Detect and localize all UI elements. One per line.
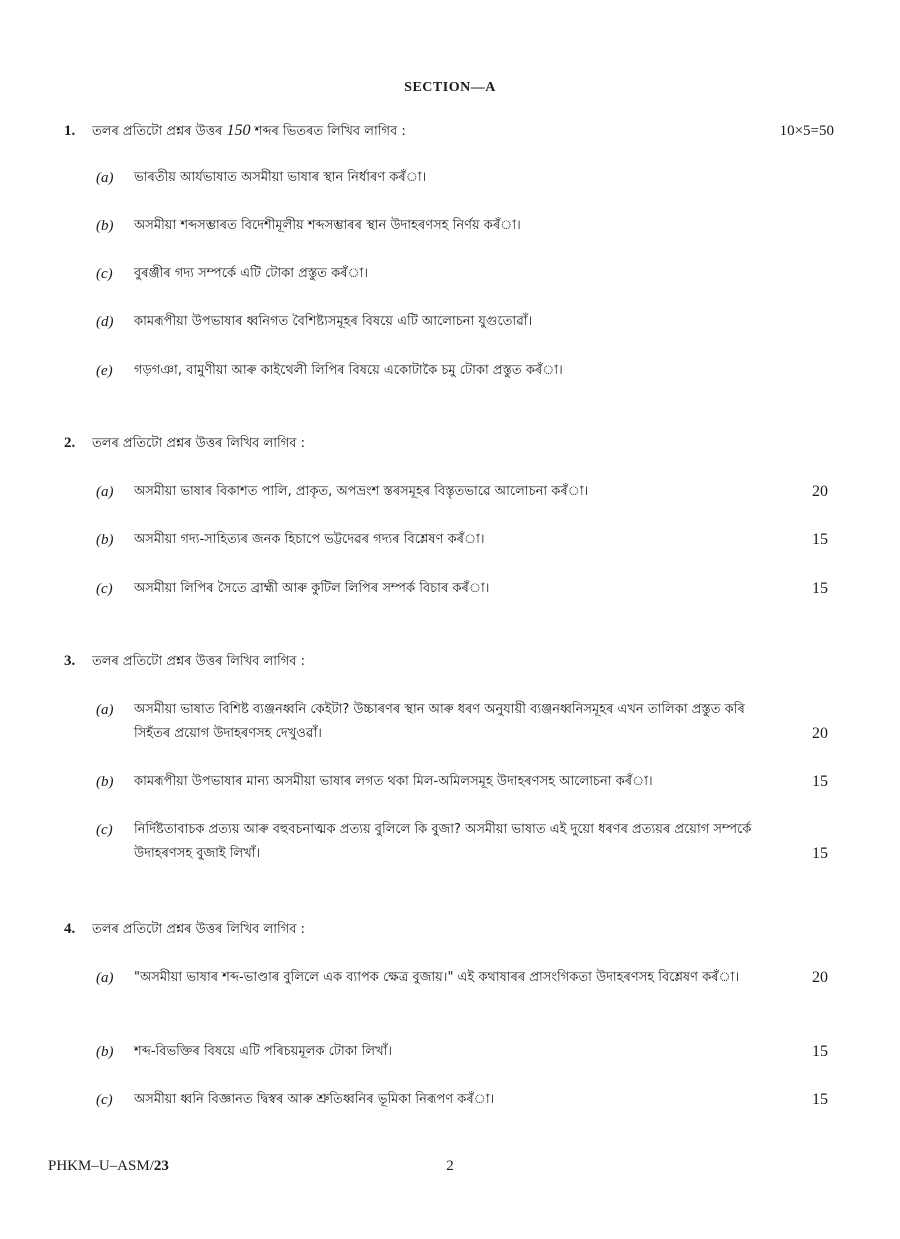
sub-label: (b) [96, 218, 114, 234]
sub-marks: 15 [812, 845, 828, 862]
sub-label: (b) [96, 532, 114, 548]
question-instruction [92, 122, 754, 143]
sub-question [96, 698, 828, 746]
sub-question [96, 818, 828, 866]
section-rest: ECTION [412, 80, 471, 95]
question-number: 3. [64, 653, 76, 669]
sub-label: (a) [96, 702, 114, 718]
question-1-heading [64, 122, 834, 143]
sub-text: অসমীয়া শব্দসম্ভাৰত বিদেশীমূলীয় শব্দসম্ভাৰৰ স্থান উদাহৰণসহ নিৰ্ণয় কৰঁা। [134, 218, 521, 233]
sub-marks: 15 [812, 580, 828, 597]
sub-marks: 15 [812, 531, 828, 548]
sub-question [96, 359, 828, 383]
question-marks: 10×5=50 [779, 123, 834, 139]
question-instruction: তলৰ প্ৰতিটো প্ৰশ্নৰ উত্তৰ লিখিব লাগিব : [92, 654, 305, 669]
sub-label: (c) [96, 581, 113, 597]
sub-marks: 20 [812, 725, 828, 742]
sub-question [96, 166, 828, 190]
sub-text: বুৰঞ্জীৰ গদ্য সম্পৰ্কে এটি টোকা প্ৰস্তুত কৰঁা। [134, 266, 369, 281]
question-instruction: তলৰ প্ৰতিটো প্ৰশ্নৰ উত্তৰ লিখিব লাগিব : [92, 436, 305, 451]
sub-text: অসমীয়া ভাষাত বিশিষ্ট ব্যঞ্জনধ্বনি কেইটা? উচ্চাৰণৰ স্থান আৰু ধৰণ অনুযায়ী ব্যঞ্জনধ্বনিসমূহৰ এখন তালিকা প্ৰস্তুত কৰি সিহঁতৰ প্ৰয়োগ উদাহৰণসহ দেখুওৱাঁ। [134, 702, 745, 741]
sub-text: কামৰূপীয়া উপভাষাৰ ধ্বনিগত বৈশিষ্ট্যসমূহৰ বিষয়ে এটি আলোচনা যুগুতোৱাঁ। [134, 314, 533, 329]
sub-text: কামৰূপীয়া উপভাষাৰ মান্য অসমীয়া ভাষাৰ লগত থকা মিল-অমিলসমূহ উদাহৰণসহ আলোচনা কৰঁা। [134, 774, 653, 789]
sub-question [96, 966, 828, 990]
sub-question [96, 480, 828, 504]
sub-text: "অসমীয়া ভাষাৰ শব্দ-ভাণ্ডাৰ বুলিলে এক ব্যাপক ক্ষেত্ৰ বুজায়।" এই কথাষাৰৰ প্ৰাসংগিকতা উদাহৰণসহ বিশ্লেষণ কৰঁা। [134, 970, 740, 985]
sub-question [96, 1088, 828, 1112]
page-number: 2 [446, 1158, 454, 1174]
section-prefix: S [404, 80, 413, 95]
sub-label: (c) [96, 266, 113, 282]
paper-code-year: 23 [153, 1158, 169, 1174]
sub-label: (c) [96, 1092, 113, 1108]
question-instruction: তলৰ প্ৰতিটো প্ৰশ্নৰ উত্তৰ লিখিব লাগিব : [92, 922, 305, 937]
sub-label: (b) [96, 774, 114, 790]
sub-question [96, 770, 828, 794]
instruction-part: তলৰ প্ৰতিটো প্ৰশ্নৰ উত্তৰ [92, 124, 227, 139]
sub-question [96, 262, 828, 286]
sub-label: (a) [96, 970, 114, 986]
sub-text: অসমীয়া ধ্বনি বিজ্ঞানত দ্বিস্বৰ আৰু শ্ৰুতিধ্বনিৰ ভূমিকা নিৰূপণ কৰঁা। [134, 1092, 495, 1107]
sub-question [96, 310, 828, 334]
sub-question [96, 577, 828, 601]
sub-label: (c) [96, 822, 113, 838]
sub-text: অসমীয়া লিপিৰ সৈতে ব্ৰাহ্মী আৰু কুটিল লিপিৰ সম্পৰ্ক বিচাৰ কৰঁা। [134, 581, 490, 596]
instruction-part: শব্দৰ ভিতৰত লিখিব লাগিব : [250, 124, 406, 139]
question-number: 2. [64, 435, 76, 451]
sub-label: (a) [96, 484, 114, 500]
sub-label: (d) [96, 314, 114, 330]
sub-text: অসমীয়া ভাষাৰ বিকাশত পালি, প্ৰাকৃত, অপভ্ৰংশ স্তৰসমূহৰ বিস্তৃতভাৱে আলোচনা কৰঁা। [134, 484, 589, 499]
sub-text: নিৰ্দিষ্টতাবাচক প্ৰত্যয় আৰু বহুবচনাত্মক প্ৰত্যয় বুলিলে কি বুজা? অসমীয়া ভাষাত এই দুয়ো ধৰণৰ প্ৰত্যয়ৰ প্ৰয়োগ সম্পৰ্কে উদাহৰণসহ বুজাই লিখাঁ। [134, 822, 752, 861]
sub-label: (e) [96, 363, 113, 379]
section-title [0, 80, 900, 96]
sub-label: (b) [96, 1044, 114, 1060]
sub-text: গড়গঞা, বামুণীয়া আৰু কাইথেলী লিপিৰ বিষয়ে একোটাকৈ চমু টোকা প্ৰস্তুত কৰঁা। [134, 363, 563, 378]
word-limit: 150 [226, 122, 251, 139]
question-3-heading [64, 652, 834, 673]
sub-question [96, 528, 828, 552]
question-4-heading [64, 920, 834, 941]
question-number: 4. [64, 921, 76, 937]
sub-marks: 20 [812, 969, 828, 986]
sub-label: (a) [96, 170, 114, 186]
question-number: 1. [64, 123, 76, 139]
sub-marks: 15 [812, 773, 828, 790]
section-suffix: —A [470, 80, 496, 95]
sub-text: অসমীয়া গদ্য-সাহিত্যৰ জনক হিচাপে ভট্টদেৱৰ গদ্যৰ বিশ্লেষণ কৰঁা। [134, 532, 485, 547]
sub-text: ভাৰতীয় আৰ্যভাষাত অসমীয়া ভাষাৰ স্থান নিৰ্ধাৰণ কৰঁা। [134, 170, 427, 185]
sub-text: শব্দ-বিভক্তিৰ বিষয়ে এটি পৰিচয়মূলক টোকা লিখাঁ। [134, 1044, 393, 1059]
sub-marks: 15 [812, 1043, 828, 1060]
sub-marks: 20 [812, 483, 828, 500]
question-2-heading [64, 434, 834, 455]
sub-marks: 15 [812, 1091, 828, 1108]
sub-question [96, 214, 828, 238]
sub-question [96, 1040, 828, 1064]
paper-code-prefix: PHKM–U–ASM/ [48, 1158, 154, 1174]
